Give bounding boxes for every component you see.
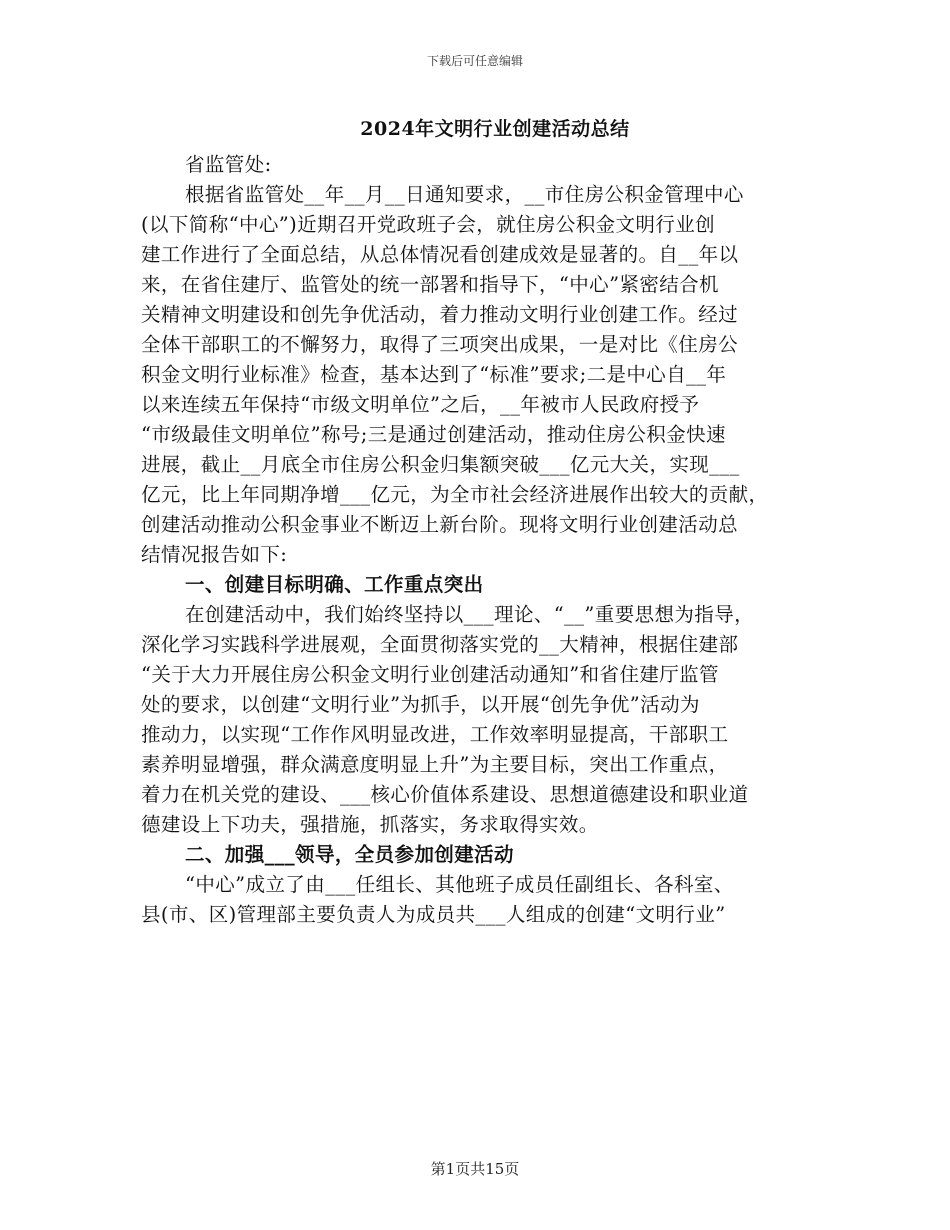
paragraph-line: 结情况报告如下: [141,543,288,566]
section-2-heading: 二、加强___领导，全员参加创建活动 [185,843,514,866]
paragraph-line: 县(市、区)管理部主要负责人为成员共___人组成的创建“文明行业” [141,903,726,926]
paragraph-line: 创建活动推动公积金事业不断迈上新台阶。现将文明行业创建活动总 [141,513,739,536]
document-title: 2024年文明行业创建活动总结 [360,118,630,140]
paragraph-line: 在创建活动中，我们始终坚持以___理论、“__”重要思想为指导， [185,603,754,626]
document-body [141,150,811,930]
paragraph-line: 着力在机关党的建设、___核心价值体系建设、思想道德建设和职业道 [141,783,749,806]
paragraph-line: 处的要求，以创建“文明行业”为抓手，以开展“创先争优”活动为 [141,693,700,716]
paragraph-line: 深化学习实践科学进展观，全面贯彻落实党的__大精神，根据住建部 [141,633,739,656]
paragraph-line: 素养明显增强，群众满意度明显上升”为主要目标，突出工作重点， [141,753,729,776]
paragraph-1 [141,180,811,570]
page-number-footer: 第1页共15页 [430,1160,520,1178]
paragraph-line: 来，在省住建厅、监管处的统一部署和指导下，“中心”紧密结合机 [141,273,719,296]
paragraph-2 [141,600,811,840]
paragraph-line: “中心”成立了由___任组长、其他班子成员任副组长、各科室、 [185,873,734,896]
paragraph-line: “关于大力开展住房公积金文明行业创建活动通知”和省住建厅监管 [141,663,719,686]
paragraph-line: 亿元，比上年同期净增___亿元，为全市社会经济进展作出较大的贡献， [141,483,769,506]
section-1-heading: 一、创建目标明确、工作重点突出 [185,573,484,596]
paragraph-line: 关精神文明建设和创先争优活动，着力推动文明行业创建工作。经过 [141,303,739,326]
paragraph-line: 以来连续五年保持“市级文明单位”之后，__年被市人民政府授予 [141,393,700,416]
paragraph-line: 推动力，以实现“工作作风明显改进，工作效率明显提高，干部职工 [141,723,729,746]
paragraph-line: 积金文明行业标准》检查，基本达到了“标准”要求;二是中心自__年 [141,363,727,386]
paragraph-line: 全体干部职工的不懈努力，取得了三项突出成果，一是对比《住房公 [141,333,739,356]
paragraph-line: 进展，截止__月底全市住房公积金归集额突破___亿元大关，实现___ [141,453,740,476]
paragraph-line: 根据省监管处__年__月__日通知要求，__市住房公积金管理中心 [185,183,744,206]
salutation: 省监管处: [185,153,272,176]
paragraph-3 [141,870,811,930]
paragraph-line: “市级最佳文明单位”称号;三是通过创建活动，推动住房公积金快速 [141,423,726,446]
page-header-note: 下载后可任意编辑 [426,54,523,68]
paragraph-line: (以下简称“中心”)近期召开党政班子会，就住房公积金文明行业创 [141,213,716,236]
paragraph-line: 德建设上下功夫，强措施，抓落实，务求取得实效。 [141,813,599,836]
paragraph-line: 建工作进行了全面总结，从总体情况看创建成效是显著的。自__年以 [141,243,739,266]
